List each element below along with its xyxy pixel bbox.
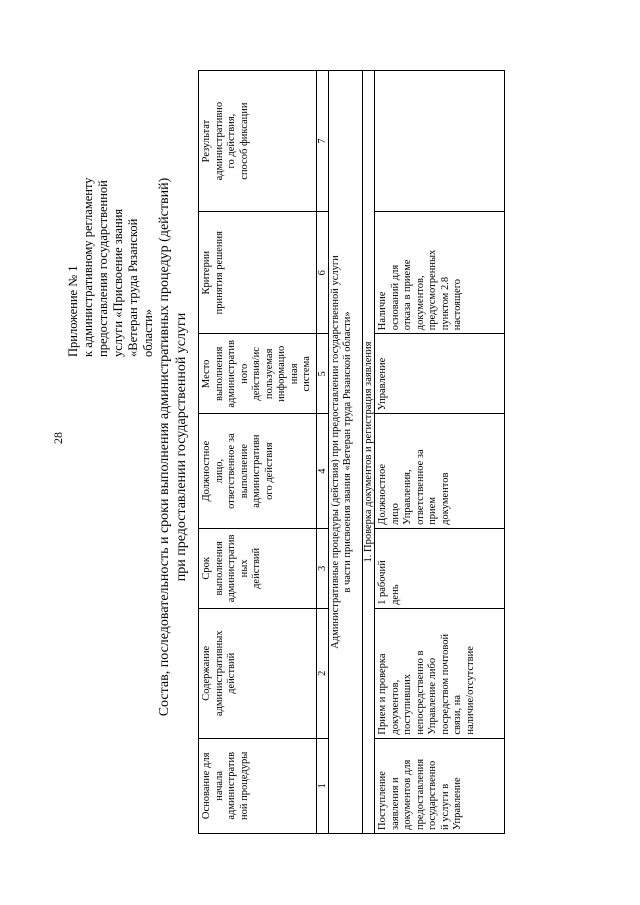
text-line: отказа в приеме [402,259,414,331]
column-number: 1 [316,738,328,833]
table-cell [375,334,505,414]
text-line: Место [201,359,212,389]
text-line: способ фиксации [238,102,250,180]
table-header-row [199,71,317,834]
text-line: ого действия [263,442,275,500]
header-cell [199,334,317,414]
page-number: 28 [51,432,65,444]
text-line: Управление [377,357,389,411]
text-line: Управления, [402,469,414,525]
text-line: связи, на [452,695,464,735]
text-line: документов, [389,679,401,735]
appendix-line: области» [141,308,155,357]
column-number: 2 [316,608,328,738]
text-line: ной процедуры [238,751,250,820]
column-number-row [316,71,328,834]
text-line: Должностное [201,440,212,502]
text-line: ответственное за [414,449,426,525]
text-line: настоящего [452,278,464,331]
appendix-line: «Ветеран труда Рязанской [126,218,140,357]
text-line: нная [288,363,300,385]
text-line: начала [213,770,225,801]
table-cell [375,212,505,334]
text-line: выполнения [213,541,225,596]
text-line: лицо [389,503,401,525]
text-line: 1 рабочий [377,560,389,605]
text-line: предоставления [414,758,426,830]
text-line: пунктом 2.8 [439,276,451,331]
subsection-title: 1. Проверка документов и регистрация заявления [363,71,375,834]
document-sheet [58,52,550,842]
column-number: 3 [316,528,328,608]
title-line-1: Состав, последовательность и сроки выполнения административных процедур (действий) [157,177,172,717]
text-line: Должностное [377,464,389,525]
text-line: Управление [452,777,464,830]
table-cell [375,528,505,608]
text-line: пользуемая [263,348,275,400]
text-line: выполнение [238,444,250,499]
text-line: наличие/отсутствие [464,646,476,735]
text-line: выполнения [213,346,225,401]
appendix-line: к административному регламенту [81,177,95,357]
text-line: Административные процедуры (действия) при предоставлении государственной услуги [329,255,341,649]
header-cell [199,738,317,833]
text-line: Поступление [377,771,389,830]
text-line: документов для [402,759,414,830]
text-line: ных [238,559,250,578]
text-line: Срок [201,557,212,580]
subsection-row [363,71,375,834]
table-row [375,71,505,834]
section-row [328,71,363,834]
text-line: система [301,356,312,392]
text-line: Содержание [201,645,212,701]
text-line: день [389,584,401,605]
header-cell [199,414,317,528]
table-cell [375,414,505,528]
header-cell [199,212,317,334]
text-line: Критерии [201,250,212,295]
text-line: административ [226,534,237,603]
text-line: Прием и проверка [377,653,389,735]
text-line: лицо, [213,458,225,484]
column-number: 6 [316,212,328,334]
text-line: Основание для [201,752,212,820]
text-line: й услуги в [439,783,451,830]
header-cell [199,71,317,212]
text-line: административн [251,434,262,508]
document-title [156,52,190,842]
appendix-line: предоставления государственной [96,180,110,357]
title-line-2: при предоставлении государственной услуги [174,312,189,582]
text-line: предусмотренных [427,249,439,331]
column-number: 5 [316,334,328,414]
text-line: Управление либо [427,657,439,735]
appendix-block [66,67,156,357]
column-number: 7 [316,71,328,212]
text-line: непосредственно в [414,650,426,735]
column-number: 4 [316,414,328,528]
text-line: заявления и [389,777,401,830]
text-line: оснований для [389,264,401,331]
text-line: документов, [414,275,426,331]
text-line: действий [251,547,262,589]
text-line: административно [213,101,225,181]
header-cell [199,608,317,738]
table-cell [375,738,505,833]
text-line: государственно [427,760,439,830]
text-line: действия/ис [251,347,262,401]
text-line: принятия решения [213,231,225,315]
procedures-table [198,70,505,834]
text-line: административных [213,630,225,717]
text-line: го действия, [226,113,237,169]
table-cell [375,71,505,212]
appendix-line: услуги «Присвоение звания [111,208,125,357]
text-line: поступивших [402,673,414,735]
text-line: в части присвоения звания «Ветеран труда Рязанской области» [342,311,353,593]
text-line: административ [226,751,237,820]
text-line: информацио [276,345,287,402]
text-line: административ [226,339,237,408]
text-line: посредством почтовой [439,633,451,735]
text-line: Наличие [377,291,389,331]
text-line: прием [427,497,439,525]
text-line: действий [226,652,237,694]
text-line: Результат [201,119,212,163]
table-cell [375,608,505,738]
text-line: ответственное за [226,433,237,509]
text-line: документов [439,472,451,525]
header-cell [199,528,317,608]
text-line: ного [238,363,250,384]
section-title [328,71,363,834]
appendix-line: Приложение № 1 [66,265,80,357]
